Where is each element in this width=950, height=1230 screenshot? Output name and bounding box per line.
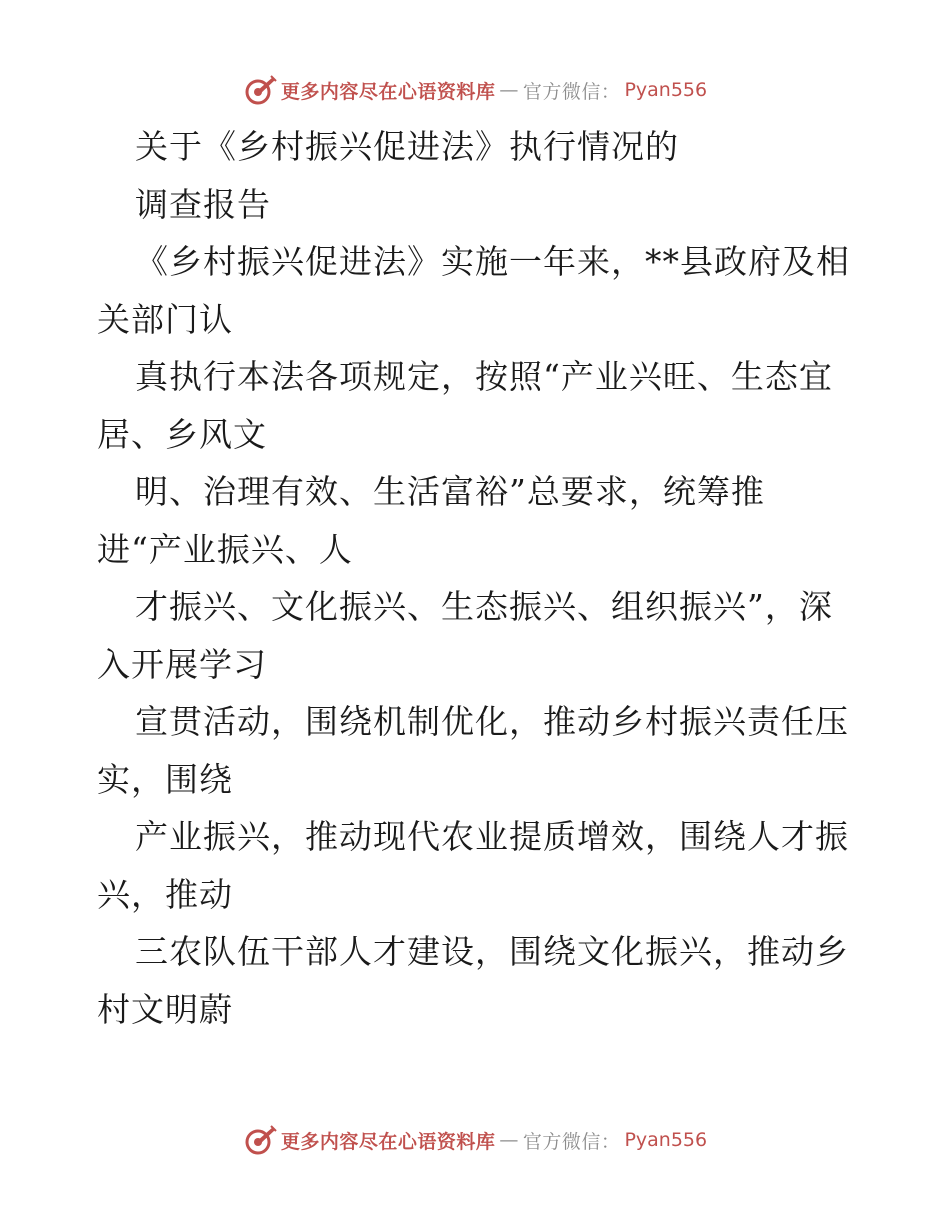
paragraph-line: 兴，推动 — [97, 874, 233, 914]
watermark-wechat-label: 官方微信： — [522, 1130, 621, 1153]
watermark-brand-text: 更多内容尽在心语资料库 — [280, 1130, 496, 1153]
paragraph-line: 真执行本法各项规定，按照“产业兴旺、生态宜 — [135, 357, 833, 396]
paragraph-line: 宣贯活动，围绕机制优化，推动乡村振兴责任压 — [135, 702, 849, 741]
watermark-wechat-id: Pyan556 — [624, 79, 708, 101]
pen-logo-icon — [243, 1123, 277, 1157]
paragraph-line: 进“产业振兴、人 — [97, 529, 353, 569]
paragraph-line: 产业振兴，推动现代农业提质增效，围绕人才振 — [135, 817, 849, 856]
paragraph-line: 实，围绕 — [97, 759, 233, 799]
watermark-dash: — — [499, 1129, 519, 1151]
paragraph-line: 关部门认 — [97, 299, 233, 339]
paragraph-line: 明、治理有效、生活富裕”总要求，统筹推 — [135, 472, 765, 511]
paragraph-line: 居、乡风文 — [97, 414, 267, 454]
watermark-wechat-label: 官方微信： — [522, 80, 621, 103]
paragraph-line: 村文明蔚 — [97, 989, 233, 1029]
title-line: 调查报告 — [135, 184, 271, 224]
document-body — [97, 118, 857, 1038]
watermark-dash: — — [499, 79, 519, 101]
title-line: 关于《乡村振兴促进法》执行情况的 — [135, 127, 679, 166]
header-watermark — [0, 70, 950, 110]
paragraph-line: 三农队伍干部人才建设，围绕文化振兴，推动乡 — [135, 932, 849, 971]
watermark-brand-text: 更多内容尽在心语资料库 — [280, 80, 496, 103]
pen-logo-icon — [243, 73, 277, 107]
paragraph-line: 才振兴、文化振兴、生态振兴、组织振兴”，深 — [135, 587, 833, 626]
watermark-wechat-id: Pyan556 — [624, 1129, 708, 1151]
paragraph-line: 《乡村振兴促进法》实施一年来，**县政府及相 — [135, 242, 850, 281]
footer-watermark — [0, 1120, 950, 1160]
paragraph-line: 入开展学习 — [97, 644, 267, 684]
